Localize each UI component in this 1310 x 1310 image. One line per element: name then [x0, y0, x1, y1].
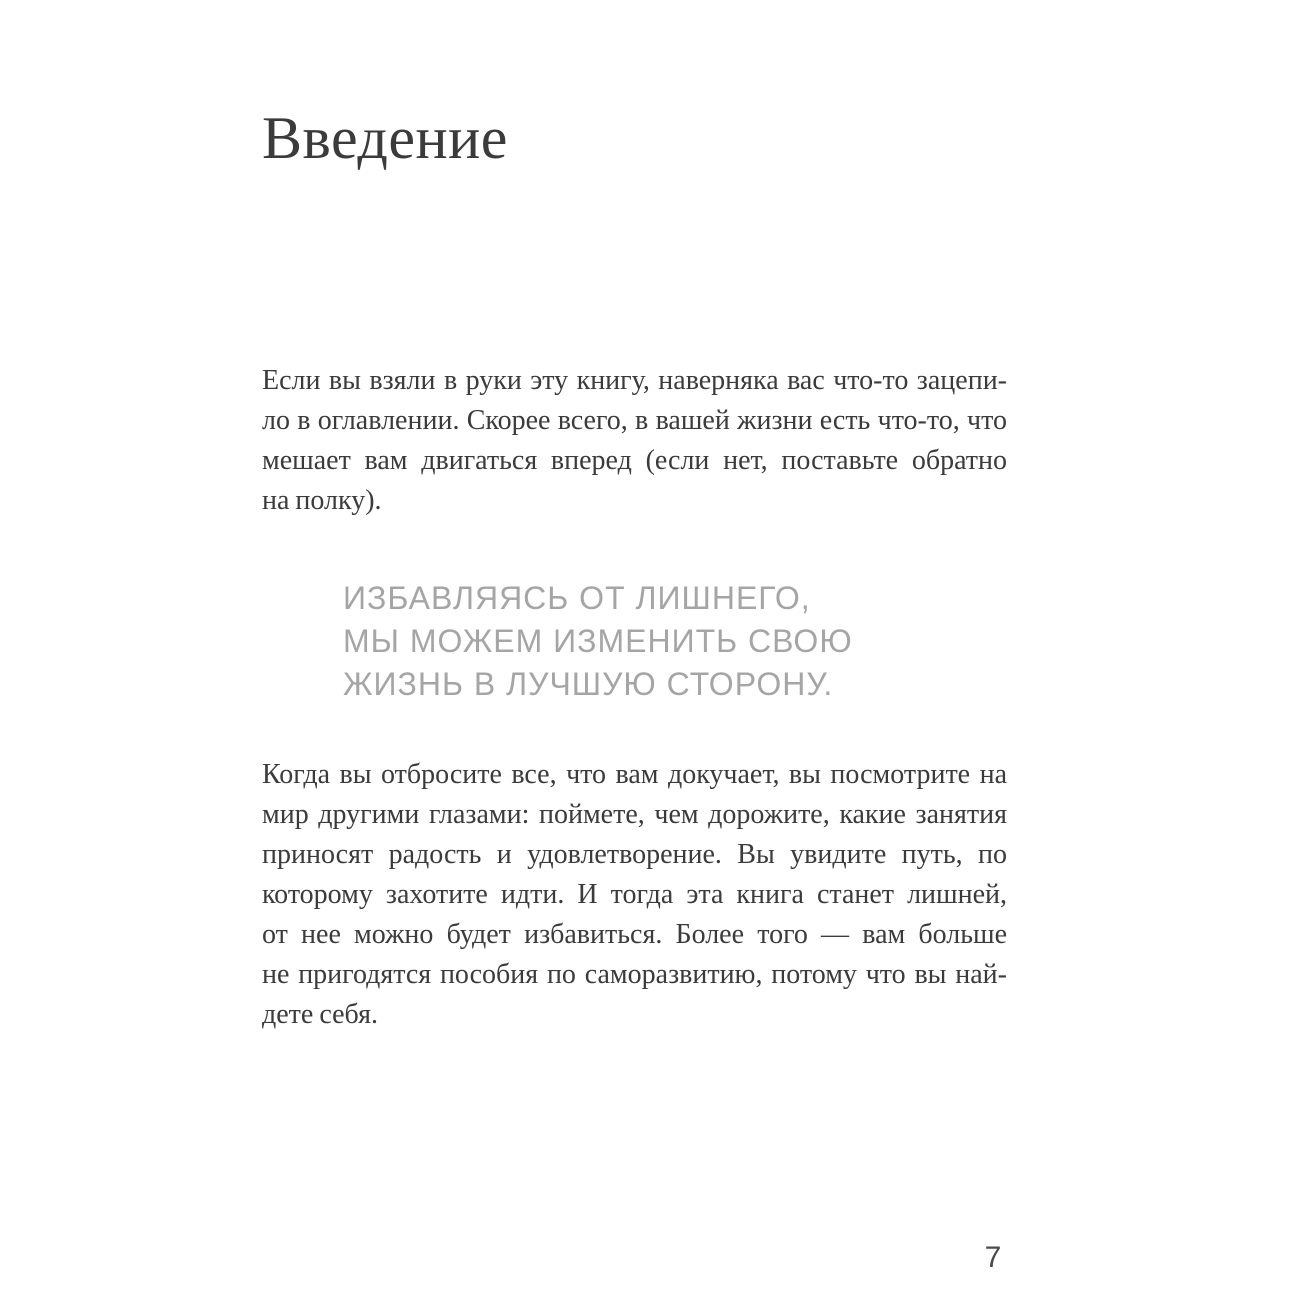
- pull-quote: [343, 577, 903, 706]
- paragraph-line: на полку).: [262, 485, 382, 516]
- chapter-title: Введение: [262, 105, 508, 171]
- paragraph-line: мир другими глазами: поймете, чем дорожите, какие занятия: [262, 799, 1007, 830]
- paragraph-line: Когда вы отбросите все, что вам докучает, вы посмотрите на: [262, 759, 1007, 790]
- intro-paragraph: [262, 361, 1007, 521]
- paragraph-line: не пригодятся пособия по саморазвитию, потому что вы най-: [262, 959, 1007, 990]
- quote-line: МЫ МОЖЕМ ИЗМЕНИТЬ СВОЮ: [343, 623, 853, 659]
- paragraph-line: которому захотите идти. И тогда эта книга станет лишней,: [262, 879, 1007, 910]
- quote-line: ИЗБАВЛЯЯСЬ ОТ ЛИШНЕГО,: [343, 580, 811, 616]
- quote-line: ЖИЗНЬ В ЛУЧШУЮ СТОРОНУ.: [343, 666, 834, 702]
- paragraph-line: ло в оглавлении. Скорее всего, в вашей жизни есть что-то, что: [262, 405, 1007, 436]
- body-paragraph: [262, 755, 1007, 1035]
- paragraph-line: мешает вам двигаться вперед (если нет, поставьте обратно: [262, 445, 1007, 476]
- paragraph-line: от нее можно будет избавиться. Более того — вам больше: [262, 919, 1007, 950]
- paragraph-line: Если вы взяли в руки эту книгу, наверняка вас что-то зацепи-: [262, 365, 1007, 396]
- page-number: 7: [984, 1241, 1002, 1274]
- paragraph-line: дете себя.: [262, 999, 378, 1030]
- paragraph-line: приносят радость и удовлетворение. Вы увидите путь, по: [262, 839, 1007, 870]
